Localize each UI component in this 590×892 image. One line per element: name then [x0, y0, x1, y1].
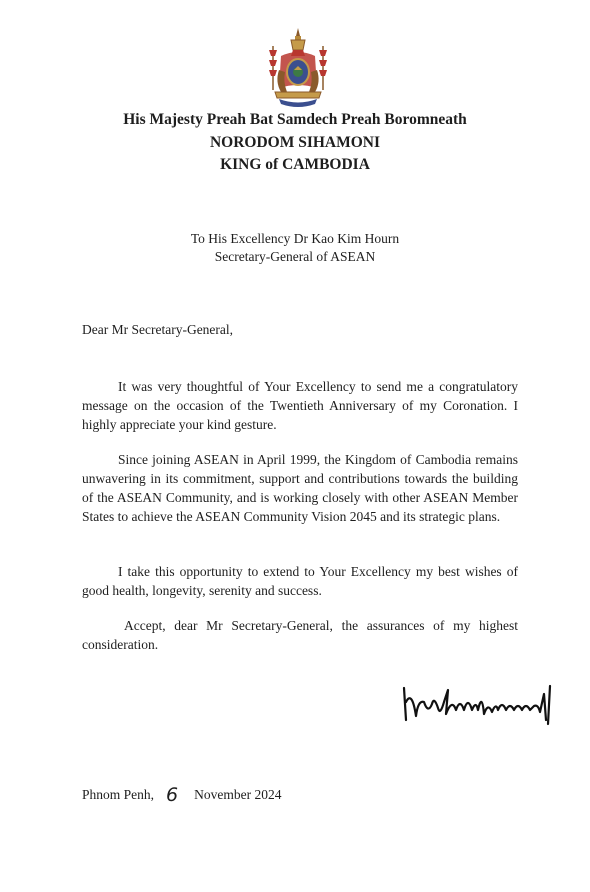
sovereign-name: NORODOM SIHAMONI — [209, 134, 381, 151]
body-paragraph-closing: Accept, dear Mr Secretary-General, the assurances of my highest consideration. — [82, 618, 518, 652]
sovereign-title: His Majesty Preah Bat Samdech Preah Boromneath — [123, 111, 467, 128]
body-paragraph-wishes: I take this opportunity to extend to Your Excellency my best wishes of good health, longevity, serenity and success. — [82, 564, 518, 598]
date-month-year: November 2024 — [194, 787, 282, 802]
handwritten-signature-icon — [398, 680, 558, 726]
royal-arms-emblem-icon — [265, 26, 331, 110]
date-day-handwritten: 6 — [166, 784, 179, 806]
addressee-name: To His Excellency Dr Kao Kim Hourn — [190, 231, 400, 246]
salutation: Dear Mr Secretary-General, — [82, 322, 234, 337]
date-place: Phnom Penh, — [82, 787, 155, 802]
date-line — [82, 782, 281, 804]
body-paragraph-commitment: Since joining ASEAN in April 1999, the Kingdom of Cambodia remains unwavering in its commitment, support and contributions towards the building of the ASEAN Community, and is working closely with other ASEAN Member States to achieve the ASEAN Community Vision 2045 and its strategic plans. — [82, 452, 518, 524]
addressee-title: Secretary-General of ASEAN — [214, 249, 376, 264]
body-paragraph-thanks: It was very thoughtful of Your Excellency to send me a congratulatory message on the occasion of the Twentieth Anniversary of my Coronation. I highly appreciate your kind gesture. — [82, 379, 518, 432]
sovereign-office: KING of CAMBODIA — [220, 156, 370, 173]
